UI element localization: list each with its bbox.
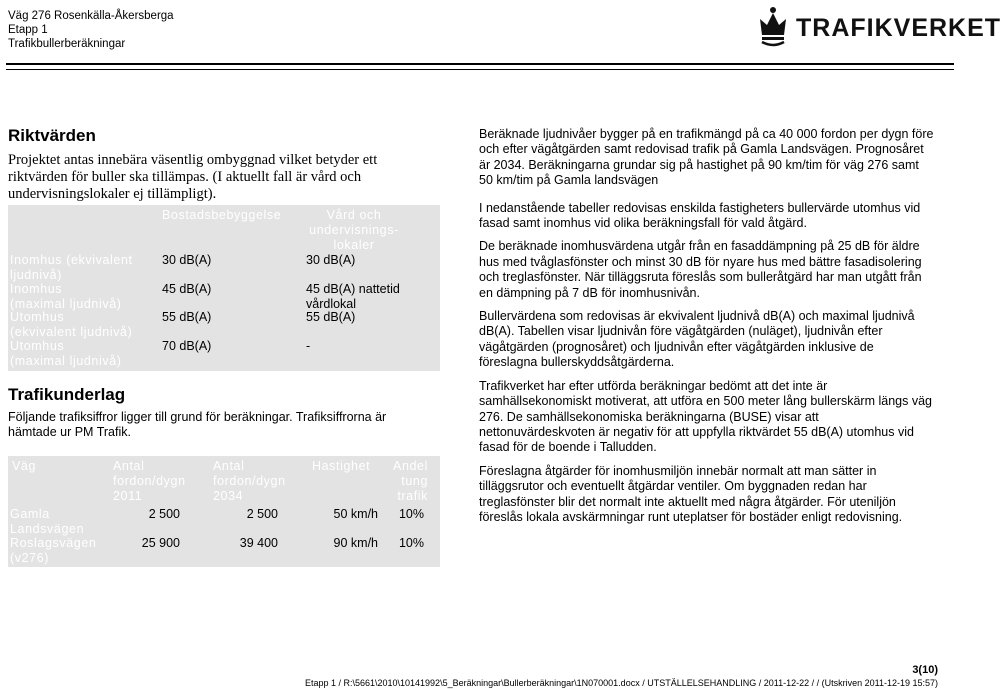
table-row-label	[10, 282, 122, 312]
row-label-l2: (maximal ljudnivå)	[10, 354, 122, 368]
col-hastighet-header: Hastighet	[312, 459, 371, 473]
cell-l2: vårdlokal	[306, 297, 357, 311]
row-label-l1: Gamla	[10, 507, 50, 521]
trafikunderlag-heading: Trafikunderlag	[8, 385, 126, 404]
table-cell: 39 400	[239, 536, 278, 550]
row-label-l2: Landsvägen	[10, 522, 85, 536]
col-vard-header	[304, 208, 404, 253]
paragraph: Trafikverket har efter utförda beräkningar bedömt att det inte är samhällsekonomiskt motiverat, att utföra en 500 meter lång bullerskärm längs väg 276. De samhällsekonomiska beräkningarna (BUSE) visar att nettonuvärdeskvoten är negativ för att uppfylla riktvärdet 55 dB(A) utomhus vid fasad för de boende i Talludden.	[479, 378, 932, 455]
table-cell: 2 500	[246, 507, 278, 521]
header-l1: Andel	[393, 459, 428, 473]
col-bostad-header: Bostadsbebyggelse	[162, 208, 282, 222]
paragraph: I nedanstående tabeller redovisas enskilda fastigheters bullervärde utomhus vid fasad samt inomhus vid olika beräkningsfall för vald åtgärd.	[479, 200, 921, 231]
table-cell: 45 dB(A)	[162, 282, 212, 296]
row-label-l2: (maximal ljudnivå)	[10, 297, 122, 311]
page-number: 3(10)	[912, 664, 938, 676]
header-l3: 2011	[113, 489, 143, 503]
row-label-l2: (v276)	[10, 551, 50, 565]
table-cell: 50 km/h	[333, 507, 378, 521]
trafikverket-logo	[754, 2, 1001, 50]
header-project: Väg 276 Rosenkälla-Åkersberga	[8, 10, 174, 22]
table-cell: 70 dB(A)	[162, 339, 212, 353]
col-vard-header-l2: undervisnings-	[309, 223, 399, 237]
table-cell: 90 km/h	[333, 536, 378, 550]
table-cell: 10%	[398, 536, 424, 550]
table-cell: 30 dB(A)	[306, 253, 356, 267]
row-label-l1: Inomhus	[10, 282, 63, 296]
riktvarden-text: Projektet antas innebära väsentlig ombyggnad vilket betyder ett riktvärden för buller ska tillämpas. (I aktuellt fall är vård och undervisningslokaler ej tillämpligt).	[8, 152, 378, 202]
row-label-l1: Inomhus (ekvivalent	[10, 253, 133, 267]
paragraph: Bullervärdena som redovisas är ekvivalent ljudnivå dB(A) och maximal ljudnivå dB(A). Tabellen visar ljudnivån före vägåtgärden (nuläget), ljudnivån efter vägåtgärden (prognosåret) och ljudnivån efter vägåtgärden inklusive de föreslagna bullerskyddsåtgärderna.	[479, 309, 915, 370]
header-l1: Antal	[213, 459, 245, 473]
table-row-label	[10, 339, 122, 369]
footer-path: Etapp 1 / R:\5661\2010\10141992\5_Beräkningar\Bullerberäkningar\1N070001.docx / UTSTÄLLELSEHANDLING / 2011-12-22 / / (Utskriven 2011-12-19 15:57)	[304, 678, 938, 688]
table-cell: 30 dB(A)	[162, 253, 212, 267]
row-label-l2: (ekvivalent ljudnivå)	[10, 325, 133, 339]
paragraph: De beräknade inomhusvärdena utgår från en fasaddämpning på 25 dB för äldre hus med tvåglasfönster och minst 30 dB för nyare hus med bättre fasadisolering och treglasfönster. När tilläggsruta föreslås som bulleråtgärd har man utgått från en dämpning på 7 dB för inomhusnivån.	[479, 239, 922, 300]
header-l2: fordon/dygn	[113, 474, 186, 488]
right-column	[479, 127, 934, 533]
table-cell: 25 900	[141, 536, 180, 550]
table-row-label	[10, 536, 96, 566]
col-antal-2011-header	[113, 459, 186, 504]
riktvarden-section	[8, 126, 440, 203]
col-vag-header: Väg	[12, 459, 37, 473]
table-cell: -	[306, 339, 311, 353]
header-l3: 2034	[213, 489, 244, 503]
table-row-label	[10, 310, 132, 340]
header-l2: fordon/dygn	[213, 474, 286, 488]
header-l2: tung	[401, 474, 428, 488]
trafikunderlag-text: Följande trafiksiffror ligger till grund för beräkningar. Trafiksiffrorna är hämtade ur PM Trafik.	[8, 410, 387, 439]
header-rule-top	[6, 63, 954, 65]
cell-l1: 45 dB(A) nattetid	[306, 282, 400, 296]
table-cell: 10%	[398, 507, 424, 521]
table-row-label	[10, 507, 84, 537]
table-cell: 55 dB(A)	[162, 310, 212, 324]
header-stage: Etapp 1	[8, 24, 48, 36]
table-cell: 2 500	[148, 507, 180, 521]
header-l1: Antal	[113, 459, 145, 473]
riktvarden-table	[8, 205, 440, 371]
table-cell: 55 dB(A)	[306, 310, 356, 324]
document-header	[8, 9, 174, 51]
traffic-table	[8, 456, 440, 567]
row-label-l2: ljudnivå)	[10, 268, 62, 282]
paragraph: Föreslagna åtgärder för inomhusmiljön innebär normalt att man sätter in tilläggsrutor och eventuellt åtgärdar ventiler. Om byggnaden redan har treglasfönster blir det normalt inte aktuellt med några åtgärder. För uteniljön föreslås lokala avskärmningar runt uteplatser för bostäder enligt redovisning.	[479, 463, 903, 524]
crown-icon	[756, 5, 790, 47]
table-cell	[306, 282, 400, 312]
col-andel-header	[374, 459, 428, 504]
header-rule-bottom	[6, 69, 954, 70]
row-label-l1: Roslagsvägen	[10, 536, 97, 550]
row-label-l1: Utomhus	[10, 310, 65, 324]
row-label-l1: Utomhus	[10, 339, 65, 353]
col-vard-header-l3: lokaler	[333, 238, 375, 252]
paragraph: Beräknade ljudnivåer bygger på en trafikmängd på ca 40 000 fordon per dygn före och efter vägåtgärden samt redovisad trafik på Gamla Landsvägen. Prognosåret är 2034. Beräkningarna grundar sig på hastighet på 90 km/tim för väg 276 samt 50 km/tim på Gamla landsvägen	[479, 127, 934, 188]
riktvarden-heading: Riktvärden	[8, 126, 96, 145]
col-antal-2034-header	[213, 459, 286, 504]
col-vard-header-l1: Vård och	[326, 208, 382, 222]
header-l3: trafik	[397, 489, 428, 503]
table-row-label	[10, 253, 133, 283]
header-subject: Trafikbullerberäkningar	[8, 38, 126, 50]
logo-wordmark: TRAFIKVERKET	[796, 14, 1001, 42]
